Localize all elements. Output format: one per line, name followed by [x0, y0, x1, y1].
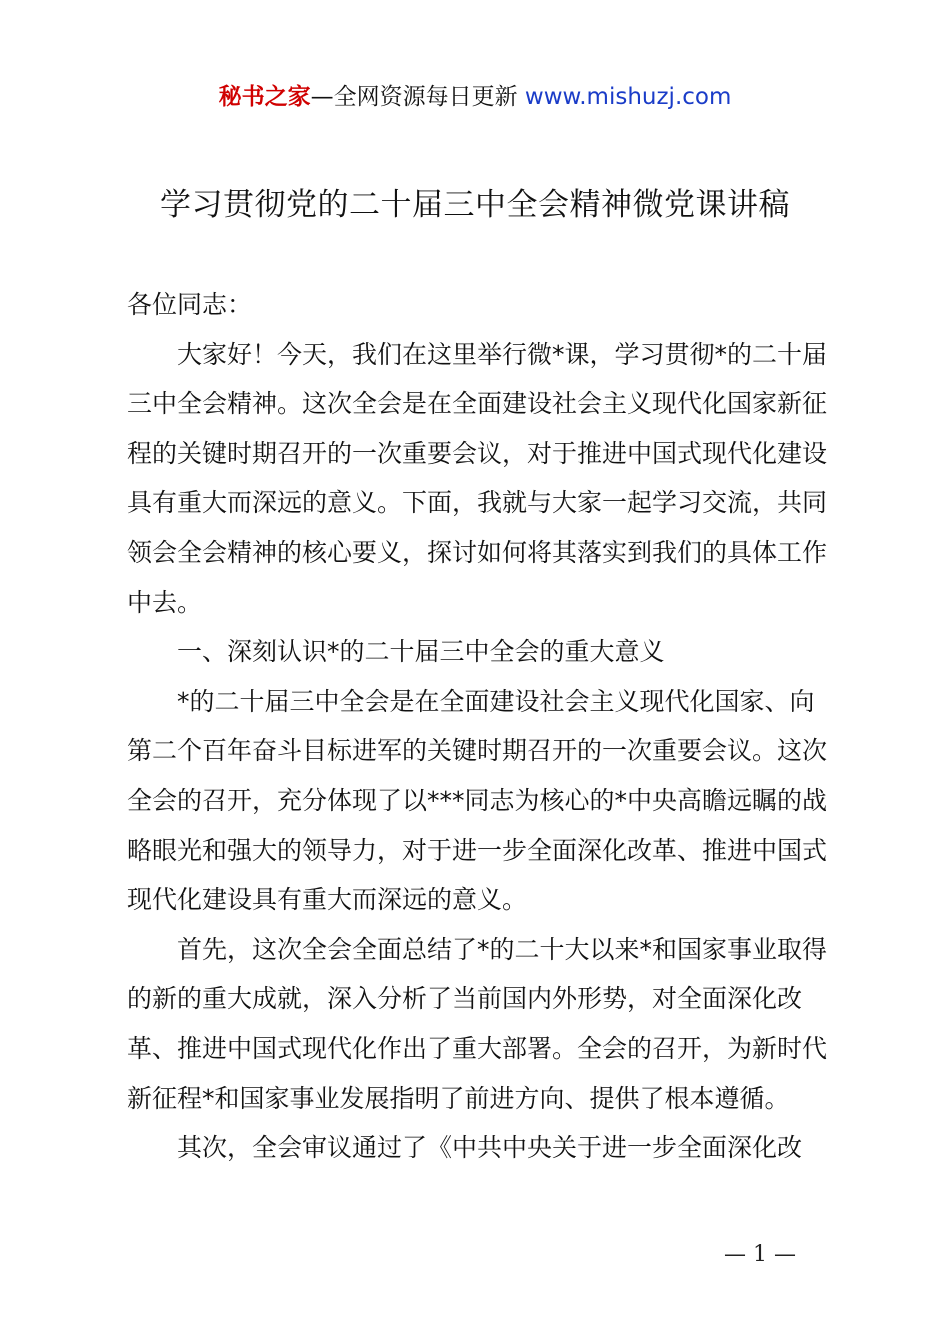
paragraph-second-point: 其次，全会审议通过了《中共中央关于进一步全面深化改 [177, 1133, 803, 1163]
paragraph-intro: 大家好！今天，我们在这里举行微*课，学习贯彻*的二十届三中全会精神。这次全会是在全面建设社会主义现代化国家新征程的关键时期召开的一次重要会议，对于推进中国式现代化建设具有重大而深远的意义。下面，我就与大家一起学习交流，共同领会全会精神的核心要义，探讨如何将其落实到我们的具体工作中去。 [127, 339, 828, 617]
document-body [127, 280, 835, 1173]
brand-name: 秘书之家 [218, 84, 311, 110]
page-number: — 1 — [724, 1242, 796, 1267]
document-title: 学习贯彻党的二十届三中全会精神微党课讲稿 [160, 187, 790, 223]
paragraph-first-point: 首先，这次全会全面总结了*的二十大以来*和国家事业取得的新的重大成就，深入分析了当前国内外形势，对全面深化改革、推进中国式现代化作出了重大部署。全会的召开，为新时代新征程*和国家事业发展指明了前进方向、提供了根本遵循。 [127, 934, 828, 1113]
section-heading-1: 一、深刻认识*的二十届三中全会的重大意义 [177, 637, 665, 667]
banner-tagline: —全网资源每日更新 [310, 84, 518, 110]
site-banner [0, 82, 950, 112]
salutation: 各位同志： [127, 290, 253, 319]
site-url-link[interactable]: www.mishuzj.com [524, 84, 732, 110]
paragraph-significance: *的二十届三中全会是在全面建设社会主义现代化国家、向第二个百年奋斗目标进军的关键时期召开的一次重要会议。这次全会的召开，充分体现了以***同志为核心的*中央高瞻远瞩的战略眼光和强大的领导力，对于进一步全面深化改革、推进中国式现代化建设具有重大而深远的意义。 [127, 686, 828, 915]
